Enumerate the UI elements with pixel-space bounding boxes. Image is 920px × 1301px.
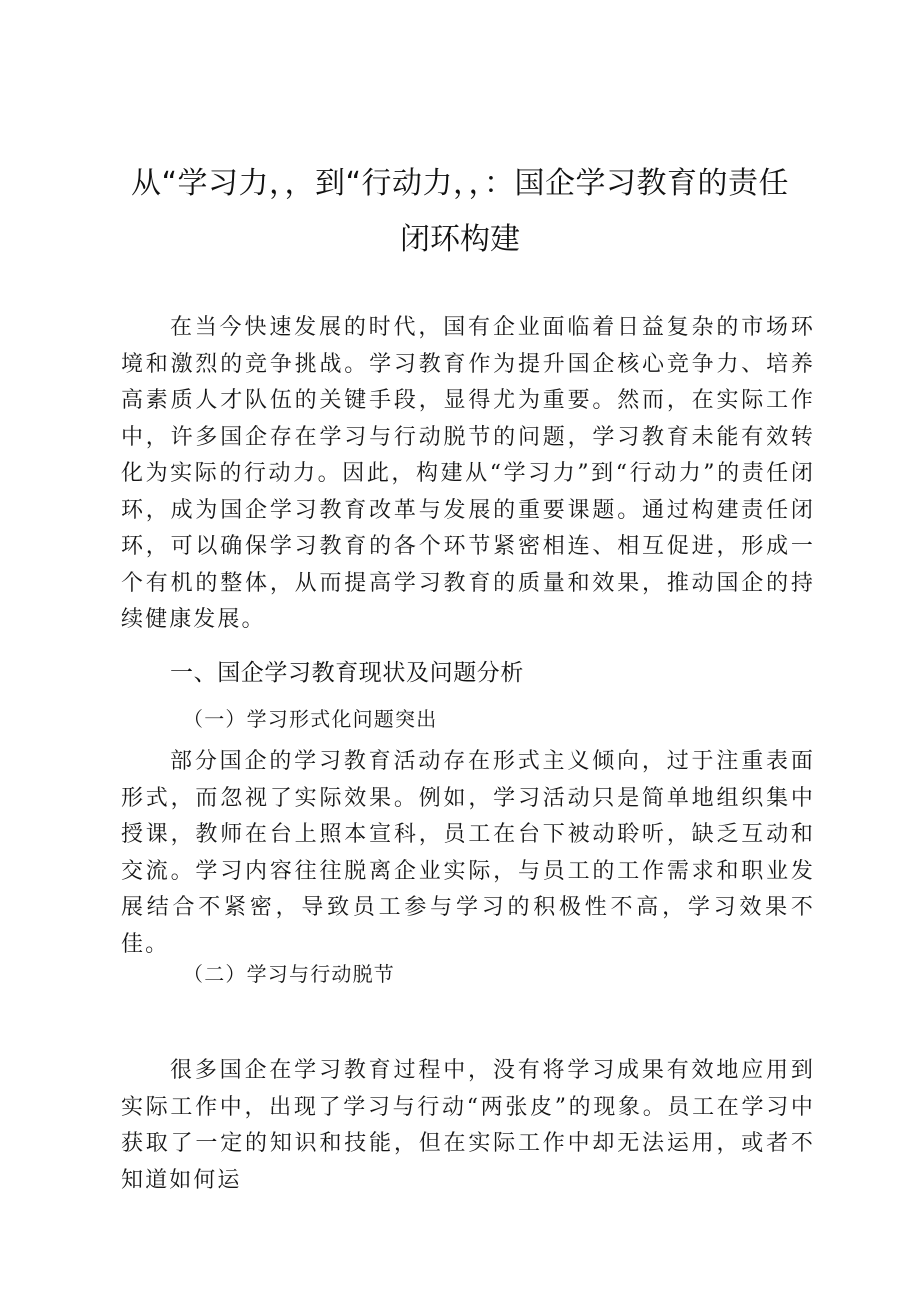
section-1-heading: 一、国企学习教育现状及问题分析 <box>170 660 524 686</box>
subsection-1-heading: （一）学习形式化问题突出 <box>183 707 438 731</box>
document-title-line-2: 闭环构建 <box>400 222 520 257</box>
subsection-2-paragraph: 很多国企在学习教育过程中，没有将学习成果有效地应用到实际工作中，出现了学习与行动“两张皮”的现象。员工在学习中获取了一定的知识和技能，但在实际工作中却无法运用，或者不知道如何运 <box>121 1058 815 1193</box>
intro-paragraph: 在当今快速发展的时代，国有企业面临着日益复杂的市场环境和激烈的竞争挑战。学习教育作为提升国企核心竞争力、培养高素质人才队伍的关键手段，显得尤为重要。然而，在实际工作中，许多国企存在学习与行动脱节的问题，学习教育未能有效转化为实际的行动力。因此，构建从“学习力”到“行动力”的责任闭环，成为国企学习教育改革与发展的重要课题。通过构建责任闭环，可以确保学习教育的各个环节紧密相连、相互促进，形成一个有机的整体，从而提高学习教育的质量和效果，推动国企的持续健康发展。 <box>121 315 815 632</box>
document-title-line-1: 从“学习力，，到“行动力，，：国企学习教育的责任 <box>130 166 790 201</box>
subsection-2-heading: （二）学习与行动脱节 <box>183 962 395 986</box>
subsection-1-paragraph: 部分国企的学习教育活动存在形式主义倾向，过于注重表面形式，而忽视了实际效果。例如，学习活动只是简单地组织集中授课，教师在台上照本宣科，员工在台下被动聆听，缺乏互动和交流。学习内容往往脱离企业实际，与员工的工作需求和职业发展结合不紧密，导致员工参与学习的积极性不高，学习效果不佳。 <box>121 749 815 957</box>
